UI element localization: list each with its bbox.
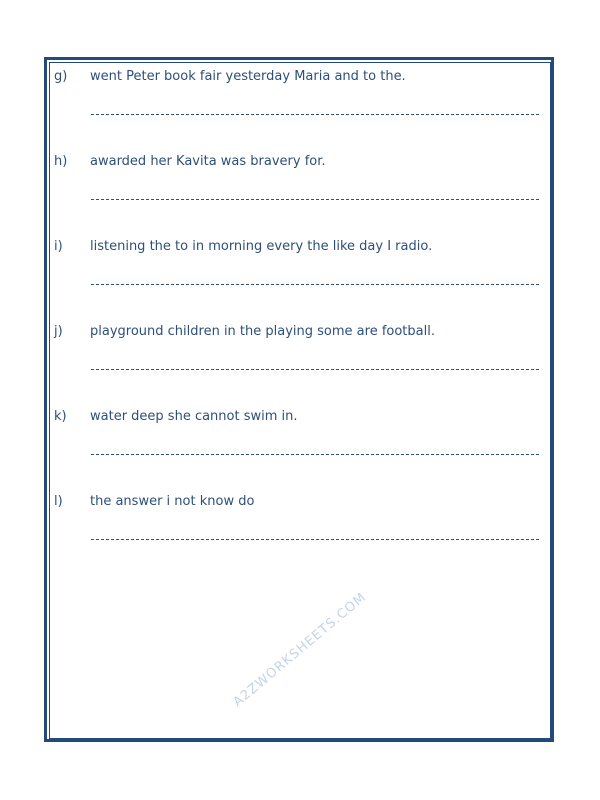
question-item xyxy=(54,409,544,489)
question-label: l) xyxy=(54,494,63,509)
answer-line[interactable] xyxy=(91,369,539,370)
answer-line[interactable] xyxy=(91,199,539,200)
watermark: A2ZWORKSHEETS.COM xyxy=(230,589,370,711)
question-label: i) xyxy=(54,239,63,254)
question-label: h) xyxy=(54,154,68,169)
question-item xyxy=(54,324,544,404)
question-item xyxy=(54,239,544,319)
question-item xyxy=(54,154,544,234)
question-label: k) xyxy=(54,409,67,424)
question-item xyxy=(54,69,544,149)
question-label: g) xyxy=(54,69,68,84)
question-text: playground children in the playing some are football. xyxy=(90,324,435,339)
question-item xyxy=(54,494,544,574)
question-text: awarded her Kavita was bravery for. xyxy=(90,154,326,169)
answer-line[interactable] xyxy=(91,114,539,115)
question-text: went Peter book fair yesterday Maria and to the. xyxy=(90,69,406,84)
answer-line[interactable] xyxy=(91,539,539,540)
question-text: listening the to in morning every the like day I radio. xyxy=(90,239,433,254)
question-text: the answer i not know do xyxy=(90,494,255,509)
answer-line[interactable] xyxy=(91,454,539,455)
question-text: water deep she cannot swim in. xyxy=(90,409,298,424)
question-label: j) xyxy=(54,324,63,339)
answer-line[interactable] xyxy=(91,284,539,285)
